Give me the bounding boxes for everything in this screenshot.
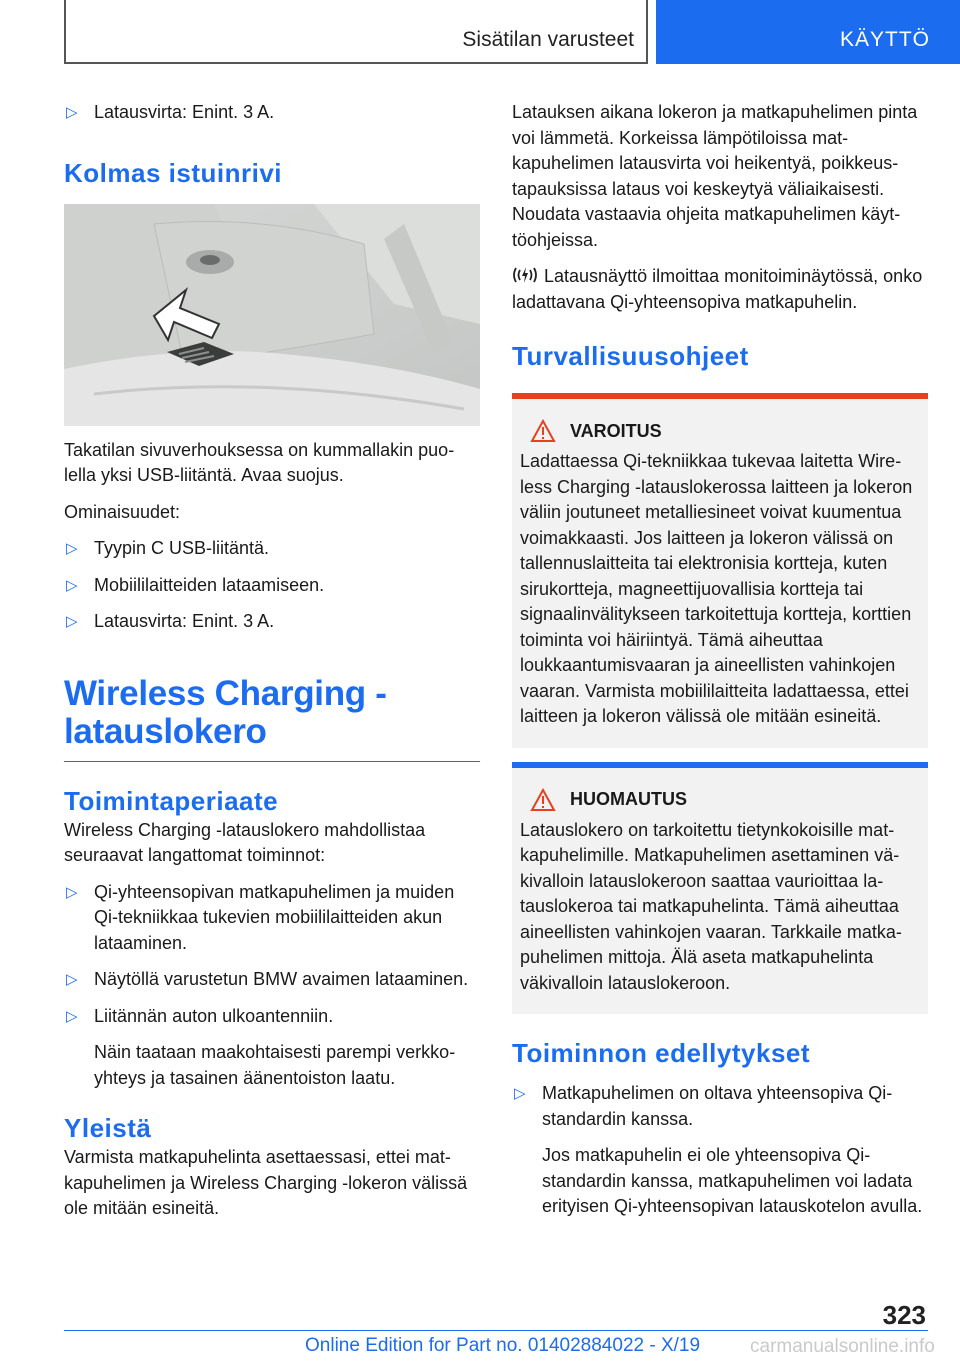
charging-indicator-label: Latausnäyttö ilmoittaa monitoiminäytössä, onko ladattavana Qi-yhteensopiva matkapuhelin.	[512, 266, 923, 312]
heading-general: Yleistä	[64, 1113, 152, 1143]
warning-text: Ladattaessa Qi-tekniikkaa tukevaa laitetta Wireless Charging -latauslokerossa laitteen ja lokeron väliin joutuneet metalliesineet voivat kuumentua voimakkaasti. Jos laitteen ja lokeron välissä on tallennuslaitteita tai elektronisia kortteja, kuten sirukortteja, magneettijuovallisia kortteja tai signaalinvälitykseen tarkoitettuja kortteja, korttien toiminta voi häiriintyä. Tämä aiheuttaa loukkaantumisvaaran ja aineellisten vahinkojen vaaran. Varmista mobiililaitteita ladattaessa, ettei laitteen ja lokeron välissä ole mitään esineitä.	[520, 451, 913, 726]
warning-label: VAROITUS	[570, 420, 662, 441]
usb-port-photo	[64, 204, 480, 426]
principle-text: Wireless Charging -latauslokero mahdollistaa seuraavat langattomat toiminnot:	[64, 819, 426, 865]
list-item: ▷ Tyypin C USB-liitäntä.	[64, 536, 480, 562]
footer-divider	[64, 1330, 928, 1331]
header-chapter	[656, 0, 960, 64]
list-item: ▷ Näytöllä varustetun BMW avaimen lataaminen.	[64, 967, 480, 993]
notice-label: HUOMAUTUS	[570, 789, 687, 809]
usb-description: Takatilan sivuverhouksessa on kummallakin puolella yksi USB-liitäntä. Avaa suojus.	[64, 439, 455, 485]
prerequisite-note: Jos matkapuhelin ei ole yhteensopiva Qi-standardin kanssa, matkapuhelimen voi ladata erityisen Qi-yhteensopivan latauskotelon avulla.	[542, 1145, 923, 1216]
notice-title	[530, 788, 920, 812]
main-heading-line-1: Wireless Charging -	[64, 673, 387, 713]
charging-heat-text: Latauksen aikana lokeron ja matkapuhelimen pinta voi lämmetä. Korkeissa lämpötiloissa matkapuhelimen latausvirta voi heikentyä, poikkeustapauksissa lataus voi keskeytyä väliaikaisesti. Noudata vastaavia ohjeita matkapuhelimen käyttöohjeissa.	[512, 102, 918, 250]
page-number: 323	[882, 1300, 926, 1330]
right-column	[512, 100, 928, 1220]
wireless-charging-icon	[512, 265, 538, 285]
list-item: ▷ Qi-yhteensopivan matkapuhelimen ja muiden Qi-tekniikkaa tukevien mobiililaitteiden akun lataaminen.	[64, 880, 480, 957]
list-item: ▷ Liitännän auton ulkoantenniin.	[64, 1004, 480, 1030]
charging-indicator-text	[512, 264, 928, 315]
features-label: Ominaisuudet:	[64, 501, 181, 522]
antenna-note: Näin taataan maakohtaisesti parempi verkkoyhteys ja tasainen äänentoiston laatu.	[94, 1042, 456, 1088]
list-item: ▷ Mobiililaitteiden lataamiseen.	[64, 573, 480, 599]
left-column	[64, 100, 480, 1222]
notice-triangle-icon	[530, 788, 556, 812]
list-item: ▷ Latausvirta: Enint. 3 A.	[64, 609, 480, 635]
warning-triangle-icon	[530, 419, 556, 443]
notice-text: Latauslokero on tarkoitettu tietynkokoisille matkapuhelimille. Matkapuhelimen asettaminen väkivalloin latauslokeroon saattaa vaurioittaa latauslokeroa tai matkapuhelinta. Tämä aiheuttaa aineellisten vahinkojen vaaran. Tarkkaile matkapuhelimen mittoja. Älä aseta matkapuhelinta väkivalloin latauslokeroon.	[520, 819, 902, 993]
heading-prerequisites: Toiminnon edellytykset	[512, 1038, 811, 1068]
main-heading	[64, 675, 480, 751]
list-item: ▷ Matkapuhelimen on oltava yhteensopiva Qi-standardin kanssa.	[512, 1081, 928, 1132]
main-heading-line-2: latauslokero	[64, 711, 267, 751]
heading-principle: Toimintaperiaate	[64, 785, 279, 816]
list-item: ▷ Latausvirta: Enint. 3 A.	[64, 100, 480, 126]
general-text: Varmista matkapuhelinta asettaessasi, ettei matkapuhelimen ja Wireless Charging -lokeron välissä ole mitään esineitä.	[64, 1147, 468, 1218]
footer-edition: Online Edition for Part no. 01402884022 - X/19	[305, 1335, 701, 1356]
footer-watermark: carmanualsonline.info	[750, 1336, 935, 1357]
header-section	[64, 0, 648, 64]
section-title: Sisätilan varusteet	[462, 28, 634, 51]
notice-box	[512, 762, 928, 1015]
heading-safety: Turvallisuusohjeet	[512, 341, 749, 371]
heading-third-row: Kolmas istuinrivi	[64, 157, 282, 188]
chapter-title: KÄYTTÖ	[839, 28, 930, 51]
warning-title	[530, 419, 920, 443]
warning-box	[512, 393, 928, 748]
heading-divider	[64, 761, 480, 762]
